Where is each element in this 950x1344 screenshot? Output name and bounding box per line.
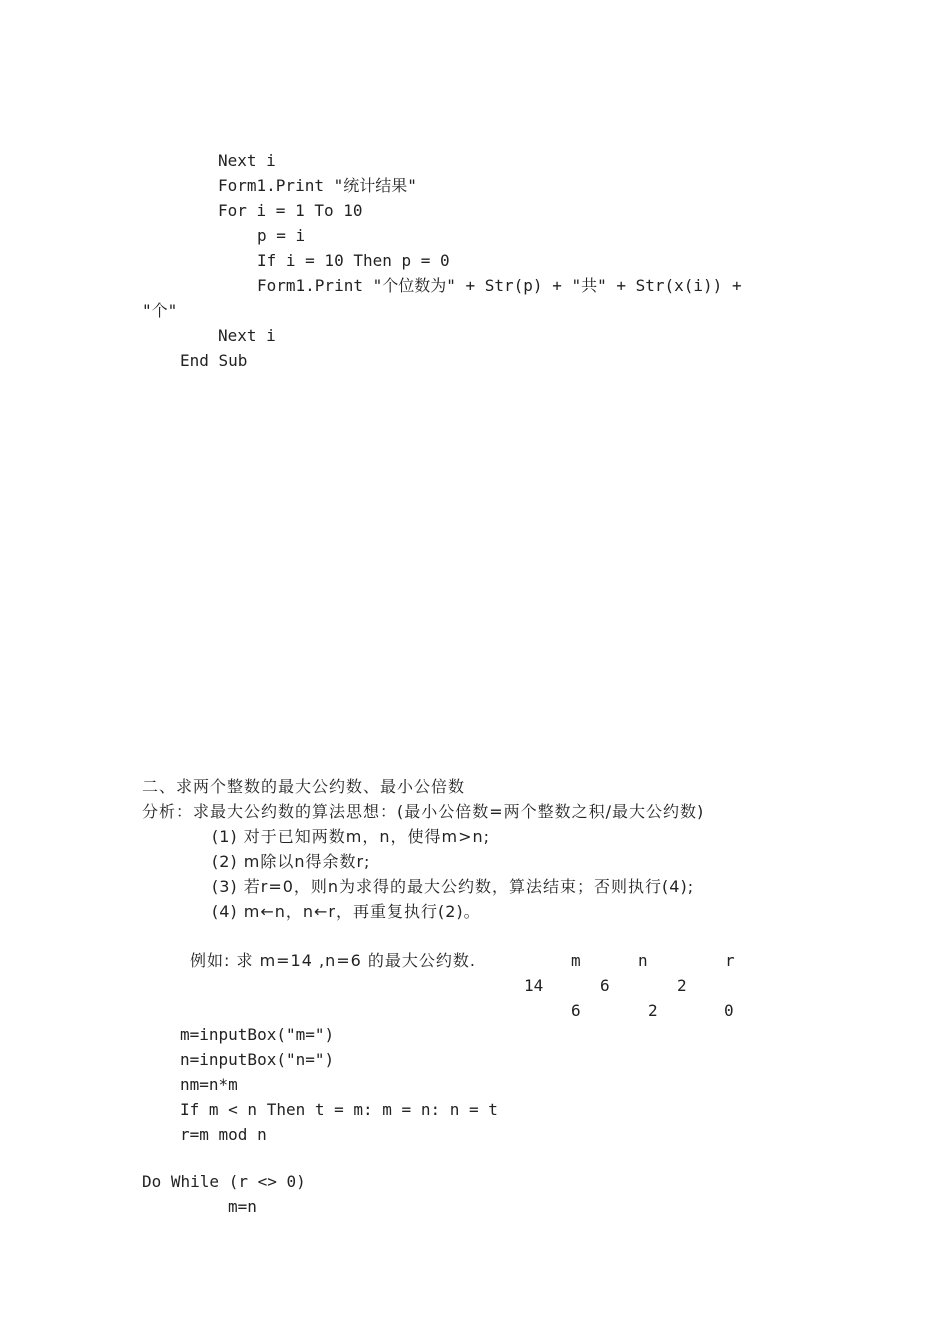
code-line: nm=n*m <box>180 1075 238 1094</box>
example-text: 例如: 求 m=14 ,n=6 的最大公约数. <box>190 951 476 970</box>
code-line: r=m mod n <box>180 1125 267 1144</box>
analysis-text: 分析：求最大公约数的算法思想：(最小公倍数=两个整数之积/最大公约数) <box>142 802 705 821</box>
code-line: m=n <box>228 1197 257 1216</box>
table-header-r: r <box>725 951 735 970</box>
table-cell: 6 <box>571 1001 581 1020</box>
table-header-n: n <box>638 951 648 970</box>
table-cell: 2 <box>677 976 687 995</box>
code-line: Do While (r <> 0) <box>142 1172 306 1191</box>
code-line: If i = 10 Then p = 0 <box>257 251 450 270</box>
code-line: If m < n Then t = m: m = n: n = t <box>180 1100 498 1119</box>
algorithm-step: (3) 若r=0，则n为求得的最大公约数，算法结束；否则执行(4); <box>212 877 695 896</box>
code-line: For i = 1 To 10 <box>218 201 363 220</box>
algorithm-step: (2) m除以n得余数r; <box>212 852 371 871</box>
code-line: n=inputBox("n=") <box>180 1050 335 1069</box>
algorithm-step: (4) m←n，n←r，再重复执行(2)。 <box>212 902 481 921</box>
code-line: Form1.Print "个位数为" + Str(p) + "共" + Str(x(i)) + <box>257 276 742 295</box>
table-cell: 6 <box>600 976 610 995</box>
code-line: Next i <box>218 326 276 345</box>
table-cell: 14 <box>524 976 544 995</box>
code-line: m=inputBox("m=") <box>180 1025 335 1044</box>
code-line: "个" <box>142 301 178 320</box>
code-line: End Sub <box>180 351 248 370</box>
table-cell: 2 <box>648 1001 658 1020</box>
algorithm-step: (1) 对于已知两数m，n，使得m>n; <box>212 827 491 846</box>
table-cell: 0 <box>724 1001 734 1020</box>
code-line: Next i <box>218 151 276 170</box>
section-title: 二、求两个整数的最大公约数、最小公倍数 <box>142 777 466 796</box>
table-header-m: m <box>571 951 581 970</box>
code-line: Form1.Print "统计结果" <box>218 176 417 195</box>
code-line: p = i <box>257 226 306 245</box>
